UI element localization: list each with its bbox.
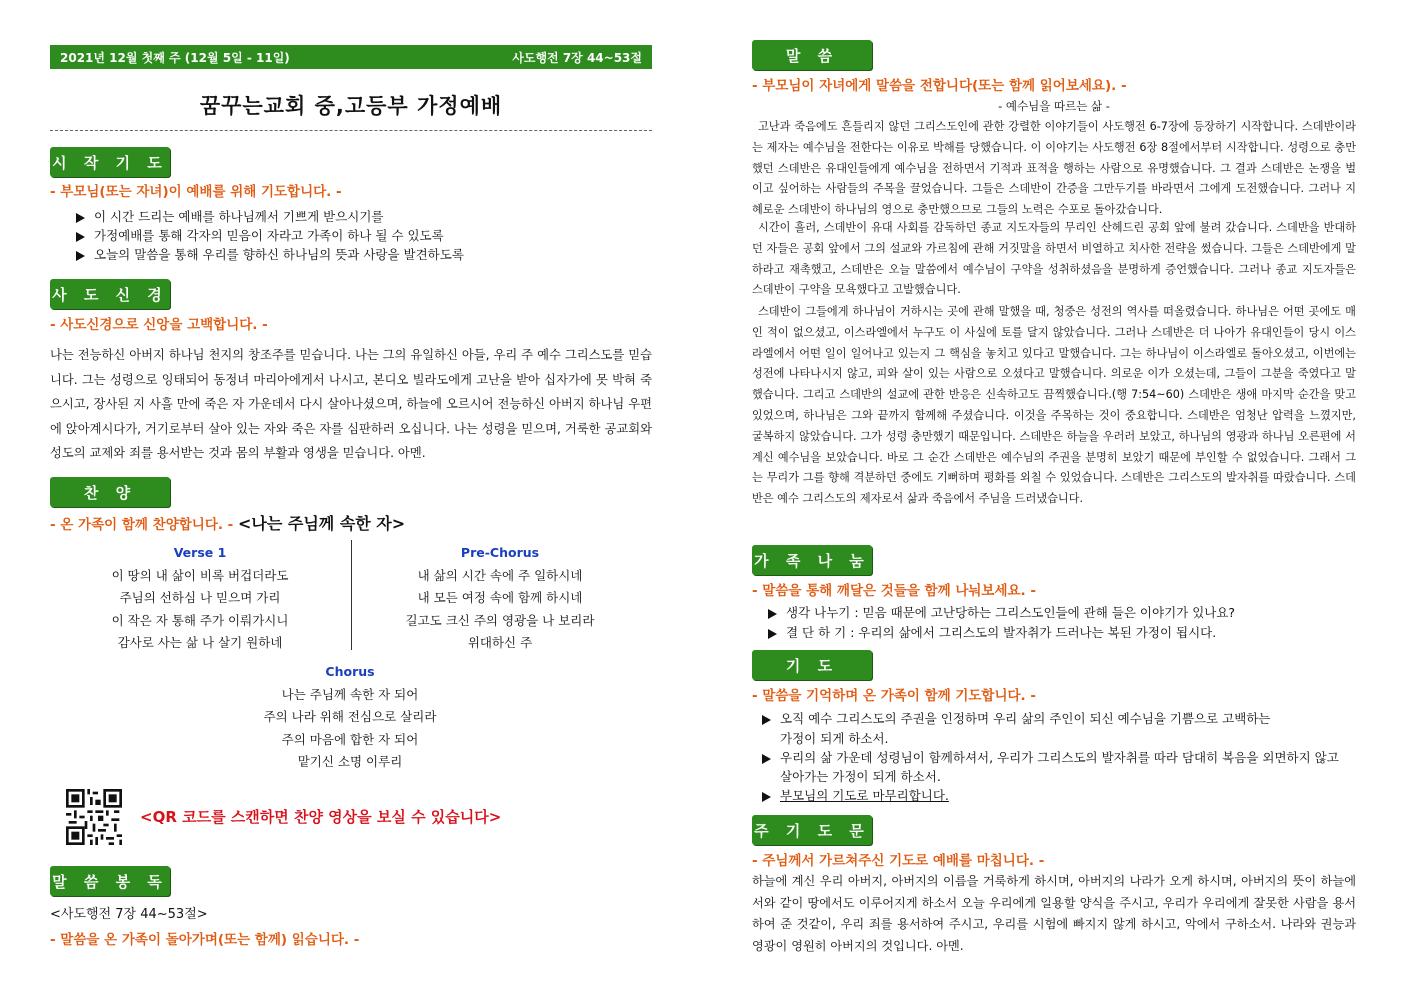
reading-reference: <사도행전 7장 44~53절>	[50, 907, 208, 922]
prechorus-block	[380, 542, 620, 655]
sermon-paragraph: 고난과 죽음에도 흔들리지 않던 그리스도인에 관한 강렬한 이야기들이 사도행전 6-7장에 등장하기 시작합니다. 스데반이라는 제자는 예수님을 전한다는 이유로 박해를 당했습니다. 이 이야기는 사도행전 6장 8절에서부터 시작합니다. 성령으로 충만했던 스데반은 유대인들에게 예수님을 전하면서 기적과 표적을 행하는 사람으로 유명했습니다. 그 결과 스데반은 논쟁을 벌이고 싶어하는 사람들의 주목을 끌었습니다. 그들은 스데반이 간증을 그만두기를 바라면서 그에게 도전했습니다. 그러나 지혜로운 스데반이 하나님의 영으로 충만했으므로 그들의 노력은 수포로 돌아갔습니다.	[752, 120, 1356, 217]
section-scripture-reading: 말 씀 봉 독	[50, 866, 170, 896]
lyric-line: 길고도 크신 주의 영광을 나 보리라	[405, 612, 595, 628]
list-item: 부모님의 기도로 마무리합니다.	[762, 786, 949, 804]
lyric-line: 맡기신 소명 이루리	[297, 754, 403, 769]
lyric-line: 나는 주님께 속한 자 되어	[281, 686, 419, 702]
opening-prayer-instruction: - 부모님(또는 자녀)이 예배를 위해 기도합니다. -	[50, 184, 342, 200]
triangle-bullet-icon	[76, 213, 85, 223]
lyric-line: 위대하신 주	[467, 635, 533, 650]
list-item: 가정예배를 통해 각자의 믿음이 자라고 가족이 하나 될 수 있도록	[76, 226, 444, 244]
triangle-bullet-icon	[76, 251, 85, 261]
prayer-instruction: - 말씀을 기억하며 온 가족이 함께 기도합니다. -	[752, 688, 1036, 704]
list-item: 생각 나누기 : 믿음 때문에 고난당하는 그리스도인들에 관해 들은 이야기가 있나요?	[768, 603, 1235, 621]
triangle-bullet-icon	[762, 754, 771, 764]
qr-code-icon[interactable]	[66, 789, 122, 845]
page-title: 꿈꾸는교회 중,고등부 가정예배	[199, 94, 503, 118]
sermon-paragraph: 스데반이 그들에게 하나님이 거하시는 곳에 관해 말했을 때, 청중은 성전의 역사를 떠올렸습니다. 하나님은 어떤 곳에도 매인 적이 없으셨고, 이스라엘에서 누구도 이 사실에 토를 달지 않았습니다. 그러나 스데반은 더 나아가 유대인들이 당시 이스라엘에서 어떤 일이 일어나고 있는지 그 핵심을 놓치고 있다고 말했습니다. 그는 하나님이 이스라엘로 돌아오셨고, 이번에는 성전에 나타나시지 않고, 피와 살이 있는 사람으로 오셨다고 말했습니다. 의로운 이가 오셨는데, 그들이 그분을 죽였다고 말했습니다. 그리고 스데반의 설교에 관한 반응은 신속하고도 끔찍했습니다.(행 7:54~60) 스데반은 생애 마지막 순간을 맞고 있었으며, 하나님은 그와 끝까지 함께해 주셨습니다. 이것을 주목하는 것이 중요합니다. 스데반은 엄청난 압력을 느꼈지만, 굴복하지 않았습니다. 그가 성령 충만했기 때문입니다. 스데반은 하늘을 우러러 보았고, 하나님의 영광과 하나님 오른편에 서 계신 예수님을 보았습니다. 바로 그 순간 스데반은 예수님의 주권을 분명히 보았기 때문에 부인할 수 없었습니다. 그래서 그는 무리가 그를 향해 격분하던 중에도 기뻐하며 평화를 외칠 수 있었습니다. 스데반은 그리스도의 발자취를 따랐습니다. 스데반은 예수 그리스도의 제자로서 삶과 죽음에서 주님을 드러냈습니다.	[752, 305, 1356, 506]
creed-instruction: - 사도신경으로 신앙을 고백합니다. -	[50, 317, 268, 333]
lyric-line: 내 모든 여정 속에 함께 하시네	[417, 590, 583, 605]
song-title: <나는 주님께 속한 자>	[238, 514, 406, 533]
qr-caption: <QR 코드를 스캔하면 찬양 영상을 보실 수 있습니다>	[140, 808, 502, 826]
lyric-line: 이 작은 자 통해 주가 이뤄가시니	[111, 612, 289, 628]
list-item-continuation: 가정이 되게 하소서.	[780, 731, 889, 746]
section-prayer: 기 도	[752, 650, 872, 680]
lyric-line: 내 삶의 시간 속에 주 일하시네	[417, 567, 583, 583]
chorus-block	[230, 661, 470, 774]
verse-block	[80, 542, 320, 655]
verse-label: Verse 1	[173, 545, 227, 560]
lords-prayer-instruction: - 주님께서 가르쳐주신 기도로 예배를 마칩니다. -	[752, 853, 1045, 869]
reading-instruction: - 말씀을 온 가족이 돌아가며(또는 함께) 읽습니다. -	[50, 932, 360, 948]
verse-divider	[351, 540, 352, 650]
list-item: 오늘의 말씀을 통해 우리를 향하신 하나님의 뜻과 사랑을 발견하도록	[76, 245, 464, 263]
section-family-sharing: 가 족 나 눔	[752, 545, 872, 575]
list-item: 우리의 삶 가운데 성령님이 함께하셔서, 우리가 그리스도의 발자취를 따라 담대히 복음을 외면하지 않고	[762, 748, 1339, 766]
triangle-bullet-icon	[768, 629, 777, 639]
section-lords-prayer: 주 기 도 문	[752, 815, 872, 845]
list-item: 결 단 하 기 : 우리의 삶에서 그리스도의 발자취가 드러나는 복된 가정이 됩시다.	[768, 623, 1216, 641]
creed-text: 나는 전능하신 아버지 하나님 천지의 창조주를 믿습니다. 나는 그의 유일하신 아들, 우리 주 예수 그리스도를 믿습니다. 그는 성령으로 잉태되어 동정녀 마리아에게서 나시고, 본디오 빌라도에게 고난을 받아 십자가에 못 박혀 죽으시고, 장사된 지 사흘 만에 죽은 자 가운데서 다시 살아나셨으며, 하늘에 오르시어 전능하신 아버지 하나님 우편에 앉아계시다가, 거기로부터 살아 있는 자와 죽은 자를 심판하러 오십니다. 나는 성령을 믿으며, 거룩한 공교회와 성도의 교제와 죄를 용서받는 것과 몸의 부활과 영생을 믿습니다. 아멘.	[50, 348, 652, 461]
divider	[50, 130, 652, 131]
list-item: 오직 예수 그리스도의 주권을 인정하며 우리 삶의 주인이 되신 예수님을 기쁨으로 고백하는	[762, 709, 1270, 727]
header-bar	[50, 45, 652, 69]
lyric-line: 주의 나라 위해 전심으로 살리라	[263, 709, 437, 724]
triangle-bullet-icon	[762, 715, 771, 725]
praise-instruction: - 온 가족이 함께 찬양합니다. - <나는 주님께 속한 자>	[50, 514, 406, 533]
date-range: 2021년 12월 첫째 주 (12월 5일 - 11일)	[60, 50, 290, 65]
chorus-label: Chorus	[325, 664, 375, 679]
word-instruction: - 부모님이 자녀에게 말씀을 전합니다(또는 함께 읽어보세요). -	[752, 78, 1127, 94]
list-item-continuation: 살아가는 가정이 되게 하소서.	[780, 769, 941, 784]
sermon-title: - 예수님을 따르는 삶 -	[998, 99, 1110, 113]
prechorus-label: Pre-Chorus	[460, 545, 540, 560]
triangle-bullet-icon	[76, 232, 85, 242]
sharing-instruction: - 말씀을 통해 깨달은 것들을 함께 나눠보세요. -	[752, 583, 1036, 599]
lyric-line: 이 땅의 내 삶이 비록 버겁더라도	[111, 567, 289, 583]
section-praise: 찬 양	[50, 477, 170, 507]
scripture-ref: 사도행전 7장 44~53절	[512, 50, 642, 65]
triangle-bullet-icon	[762, 792, 771, 802]
section-creed: 사 도 신 경	[50, 279, 170, 309]
sermon-paragraph: 시간이 흘러, 스데반이 유대 사회를 감독하던 종교 지도자들의 무리인 산헤드린 공회 앞에 불려 갔습니다. 스데반을 반대하던 자들은 공회 앞에서 그의 설교와 가르침에 관해 거짓말을 하면서 비열하고 치사한 전략을 썼습니다. 그들은 스데반에게 말하라고 재촉했고, 스데반은 오늘 말씀에서 예수님이 구약을 성취하셨음을 분명하게 증언했습니다. 그러나 종교 지도자들은 스데반이 구약을 모욕했다고 고발했습니다.	[752, 221, 1356, 297]
triangle-bullet-icon	[768, 609, 777, 619]
lords-prayer-text: 하늘에 계신 우리 아버지, 아버지의 이름을 거룩하게 하시며, 아버지의 나라가 오게 하시며, 아버지의 뜻이 하늘에서와 같이 땅에서도 이루어지게 하소서 오늘 우리에게 일용할 양식을 주시고, 우리가 우리에게 잘못한 사람을 용서하여 준 것같이, 우리 죄를 용서하여 주시고, 우리를 시험에 빠지지 않게 하시고, 악에서 구하소서. 나라와 권능과 영광이 영원히 아버지의 것입니다. 아멘.	[752, 874, 1356, 953]
list-item: 이 시간 드리는 예배를 하나님께서 기쁘게 받으시기를	[76, 207, 384, 225]
lyric-line: 주의 마음에 합한 자 되어	[281, 731, 419, 747]
section-word: 말 씀	[752, 40, 872, 70]
section-opening-prayer: 시 작 기 도	[50, 147, 170, 177]
lyric-line: 주님의 선하심 나 믿으며 가리	[119, 590, 281, 605]
lyric-line: 감사로 사는 삶 나 살기 원하네	[117, 635, 283, 650]
